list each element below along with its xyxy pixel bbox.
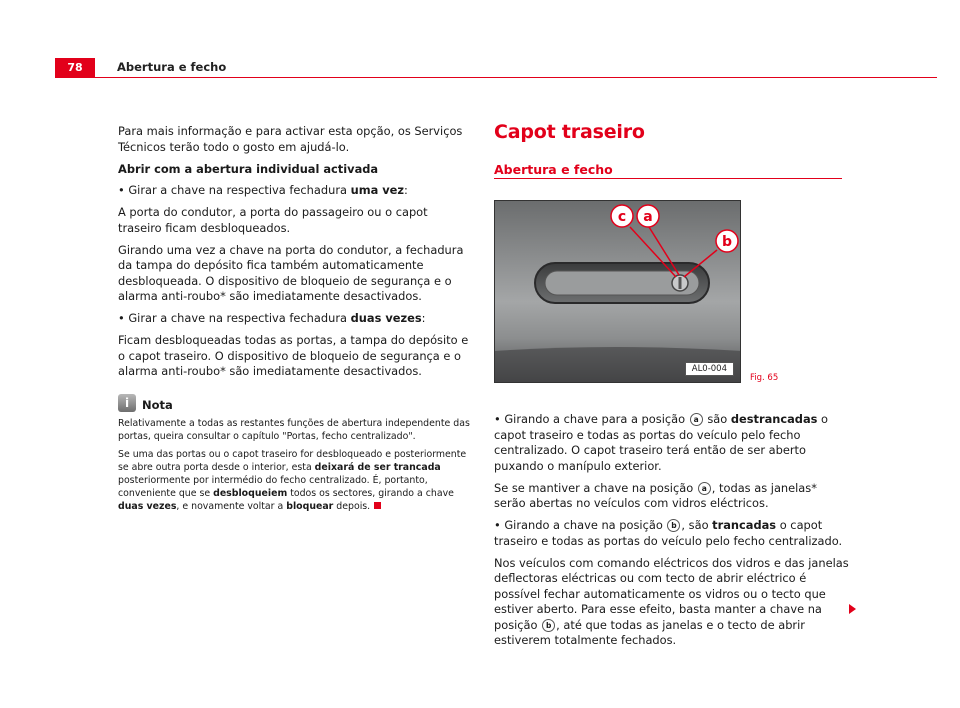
- label-c: c: [617, 209, 627, 225]
- intro-paragraph: Para mais informação e para activar esta opção, os Serviços Técnicos terão todo o gosto em ajudá-lo.: [118, 124, 463, 154]
- section-title: Capot traseiro: [494, 121, 645, 143]
- r3-text-mid: , são: [681, 518, 713, 532]
- note-text-c: todos os sectores, girando a chave: [287, 487, 454, 499]
- position-marker-a: a: [690, 413, 703, 426]
- label-a: a: [643, 209, 653, 225]
- r3-bold: trancadas: [712, 518, 777, 532]
- note-text-b: posteriormente por intermédio do fecho centralizado. É, portanto, conveniente que se: [118, 474, 428, 499]
- bullet-once-text: • Girar a chave na respectiva fechadura: [118, 183, 351, 197]
- r4-text-post: , até que todas as janelas e o tecto de abrir estiverem totalmente fechados.: [494, 617, 805, 647]
- note-bold-2: desbloqueiem: [213, 487, 288, 499]
- paragraph-electric-windows: [494, 556, 850, 649]
- r4-text-pre: Nos veículos com comando eléctricos dos vidros e das janelas deflectoras eléctricas ou com tecto de abrir eléctrico é possível fechar automaticamente os vidros ou o tecto que estiver aberto. Para esse efeito, basta manter a chave na posição: [494, 555, 849, 632]
- paragraph-doors-unlocked: A porta do condutor, a porta do passageiro ou o capot traseiro ficam desbloqueados.: [118, 205, 428, 235]
- position-marker-b: b: [667, 519, 680, 532]
- note-bold-1: deixará de ser trancada: [314, 461, 441, 473]
- page-number: 78: [55, 58, 95, 78]
- end-of-section-mark: [374, 502, 381, 509]
- r1-bold: destrancadas: [730, 412, 818, 426]
- trunk-lock-illustration: [495, 201, 741, 383]
- r1-text-pre: • Girando a chave para a posição: [494, 412, 689, 426]
- note-text-d: , e novamente voltar a: [176, 500, 287, 512]
- figure-caption: Fig. 65: [750, 373, 779, 383]
- note-paragraph-2: [118, 448, 470, 513]
- subheading-individual-opening: Abrir com a abertura individual activada: [118, 161, 379, 176]
- paragraph-position-a: [494, 412, 850, 474]
- position-marker-a: a: [698, 482, 711, 495]
- paragraph-all-unlocked: Ficam desbloqueadas todas as portas, a tampa do depósito e o capot traseiro. O dispositivo de bloqueio de segurança e o alarma anti-roubo* são imediatamente desactivados.: [118, 333, 469, 378]
- r2-text-pre: Se se mantiver a chave na posição: [494, 480, 697, 495]
- continue-arrow-icon: [849, 604, 856, 614]
- note-bold-4: bloquear: [286, 500, 334, 512]
- bullet-twice-bold: duas vezes: [350, 311, 422, 325]
- note-bold-3: duas vezes: [118, 500, 177, 512]
- r2-text-post: , todas as janelas* serão abertas no veículos com vidros eléctricos.: [494, 480, 817, 510]
- note-text-a: Se uma das portas ou o capot traseiro for desbloqueado e posteriormente se abre outra porta desde o interior, esta: [118, 448, 467, 473]
- paragraph-hold-a: [494, 481, 850, 512]
- r1-text-post: o capot traseiro e todas as portas do veículo pelo fecho centralizado. O capot traseiro terá então de ser aberto puxando o manípulo exterior.: [494, 412, 829, 473]
- figure-code: AL0-004: [685, 362, 734, 376]
- r3-text-pre: • Girando a chave na posição: [494, 518, 667, 532]
- note-paragraph-1: Relativamente a todas as restantes funções de abertura independente das portas, queira consultar o capítulo "Portas, fecho centralizado".: [118, 417, 470, 442]
- bullet-once-colon: :: [404, 183, 408, 197]
- header-rule: [55, 77, 937, 78]
- bullet-twice: [118, 311, 470, 327]
- bullet-twice-colon: :: [421, 311, 426, 325]
- r3-text-post: o capot traseiro e todas as portas do veículo pelo fecho centralizado.: [494, 518, 843, 548]
- note-header: [118, 394, 470, 412]
- section-rule: [494, 178, 842, 179]
- bullet-twice-text: • Girar a chave na respectiva fechadura: [118, 311, 351, 325]
- left-column: [118, 124, 470, 518]
- note-text-e: depois.: [333, 500, 371, 512]
- bullet-once: [118, 183, 470, 199]
- subsection-title: Abertura e fecho: [494, 162, 613, 177]
- right-column: [494, 412, 850, 655]
- r1-text-mid: são: [703, 412, 731, 426]
- bullet-once-bold: uma vez: [350, 183, 405, 197]
- position-marker-b: b: [542, 619, 555, 632]
- paragraph-fuel-flap: Girando uma vez a chave na porta do condutor, a fechadura da tampa do depósito fica também automaticamente desbloqueada. O dispositivo de bloqueio de segurança e o alarma anti-roubo* são imediatamente desactivados.: [118, 242, 464, 303]
- info-icon: i: [118, 394, 136, 412]
- paragraph-position-b: [494, 518, 850, 549]
- label-b: b: [721, 234, 733, 250]
- chapter-title: Abertura e fecho: [117, 60, 227, 74]
- note-title: Nota: [142, 397, 173, 412]
- trunk-lock-figure: [494, 200, 741, 383]
